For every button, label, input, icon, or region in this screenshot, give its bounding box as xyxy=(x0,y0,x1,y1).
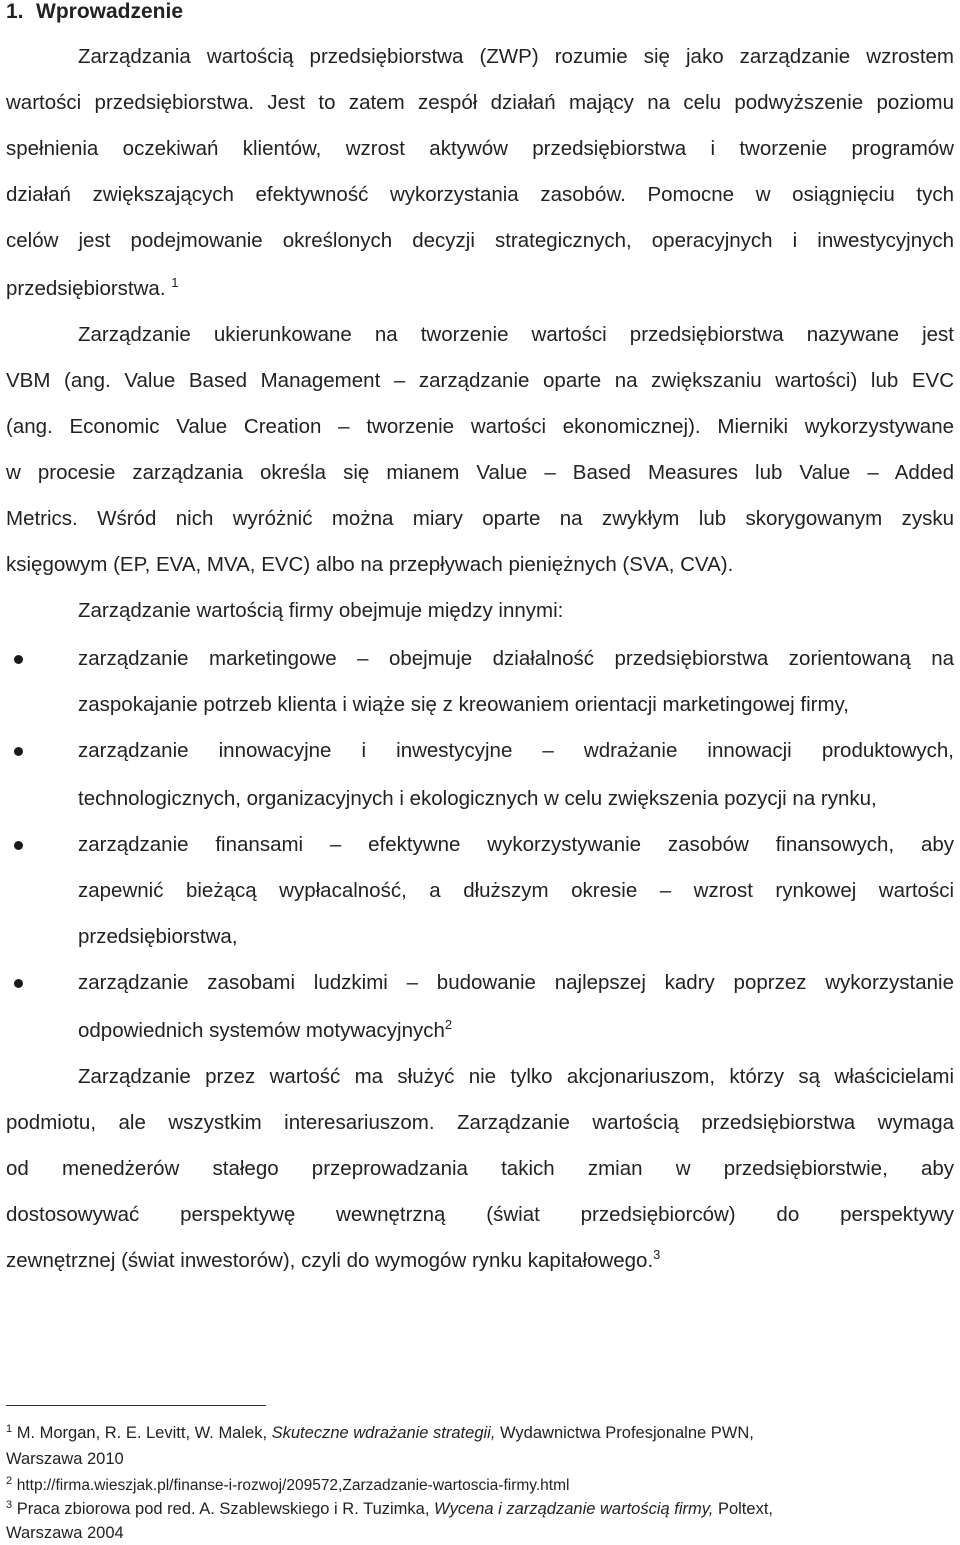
footnote-title: Skuteczne wdrażanie strategii, xyxy=(271,1424,496,1442)
paragraph-line xyxy=(6,1248,954,1274)
footnote-publisher: Poltext, xyxy=(713,1500,773,1518)
paragraph-line: dostosowywać perspektywę wewnętrzną (świat przedsiębiorców) do perspektywy xyxy=(6,1203,954,1226)
footnote-ref[interactable]: 3 xyxy=(653,1247,661,1262)
list-item-line: technologicznych, organizacyjnych i ekologicznych w celu zwiększenia pozycji na rynku, xyxy=(78,787,877,810)
footnote-title: Wycena i zarządzanie wartością firmy, xyxy=(434,1500,714,1518)
paragraph-line: (ang. Economic Value Creation – tworzenie wartości ekonomicznej). Mierniki wykorzystywane xyxy=(6,415,954,438)
paragraph-line: działań zwiększających efektywność wykorzystania zasobów. Pomocne w osiągnięciu tych xyxy=(6,183,954,206)
footnote-publisher: Wydawnictwa Profesjonalne PWN, xyxy=(495,1424,754,1442)
footnote-1-cont: Warszawa 2010 xyxy=(6,1450,124,1468)
paragraph-line: w procesie zarządzania określa się mianem Value – Based Measures lub Value – Added xyxy=(6,461,954,484)
footnote-number: 3 xyxy=(6,1499,13,1511)
paragraph-line: VBM (ang. Value Based Management – zarządzanie oparte na zwiększaniu wartości) lub EVC xyxy=(6,369,954,392)
footnote-2 xyxy=(6,1474,920,1496)
footnote-separator xyxy=(6,1405,266,1406)
paragraph-line: Zarządzanie przez wartość ma służyć nie tylko akcjonariuszom, którzy są właścicielami xyxy=(78,1065,954,1088)
paragraph-text: przedsiębiorstwa. xyxy=(6,277,166,300)
footnote-ref[interactable]: 2 xyxy=(444,1017,453,1032)
footnote-ref[interactable]: 1 xyxy=(171,275,179,290)
list-item-line: przedsiębiorstwa, xyxy=(78,925,238,948)
paragraph-line: Zarządzania wartością przedsiębiorstwa (ZWP) rozumie się jako zarządzanie wzrostem xyxy=(78,45,954,68)
section-title: Wprowadzenie xyxy=(36,0,184,23)
list-item-line: zarządzanie innowacyjne i inwestycyjne – wdrażanie innowacji produktowych, xyxy=(78,739,954,762)
bullet-icon xyxy=(14,979,23,988)
list-item-line: zarządzanie zasobami ludzkimi – budowanie najlepszej kadry poprzez wykorzystanie xyxy=(78,971,954,994)
footnote-number: 2 xyxy=(6,1475,13,1487)
list-intro: Zarządzanie wartością firmy obejmuje między innymi: xyxy=(78,599,564,622)
section-number: 1. xyxy=(6,0,24,23)
footnote-number: 1 xyxy=(6,1423,13,1435)
paragraph-text: zewnętrznej (świat inwestorów), czyli do wymogów rynku kapitałowego. xyxy=(6,1249,654,1272)
paragraph-line: od menedżerów stałego przeprowadzania takich zmian w przedsiębiorstwie, aby xyxy=(6,1157,954,1180)
paragraph-line: podmiotu, ale wszystkim interesariuszom. Zarządzanie wartością przedsiębiorstwa wymaga xyxy=(6,1111,954,1134)
footnote-3 xyxy=(6,1498,920,1520)
list-item-text: odpowiednich systemów motywacyjnych xyxy=(78,1019,445,1042)
bullet-icon xyxy=(14,841,23,850)
list-item-line: zaspokajanie potrzeb klienta i wiąże się z kreowaniem orientacji marketingowej firmy, xyxy=(78,693,849,716)
section-heading xyxy=(6,0,183,26)
footnote-1 xyxy=(6,1422,920,1444)
paragraph-line: księgowym (EP, EVA, MVA, EVC) albo na przepływach pieniężnych (SVA, CVA). xyxy=(6,553,734,576)
list-item-line: zarządzanie marketingowe – obejmuje działalność przedsiębiorstwa zorientowaną na xyxy=(78,647,954,670)
bullet-icon xyxy=(14,655,23,664)
bullet-icon xyxy=(14,747,23,756)
paragraph-line: Metrics. Wśród nich wyróżnić można miary oparte na zwykłym lub skorygowanym zysku xyxy=(6,507,954,530)
paragraph-line: wartości przedsiębiorstwa. Jest to zatem zespół działań mający na celu podwyższenie poziomu xyxy=(6,91,954,114)
paragraph-line: spełnienia oczekiwań klientów, wzrost aktywów przedsiębiorstwa i tworzenie programów xyxy=(6,137,954,160)
paragraph-line xyxy=(6,276,954,302)
paragraph-line: Zarządzanie ukierunkowane na tworzenie wartości przedsiębiorstwa nazywane jest xyxy=(78,323,954,346)
footnote-authors: M. Morgan, R. E. Levitt, W. Malek, xyxy=(16,1424,272,1442)
list-item-line: zapewnić bieżącą wypłacalność, a dłuższym okresie – wzrost rynkowej wartości xyxy=(78,879,954,902)
footnote-authors: Praca zbiorowa pod red. A. Szablewskiego i R. Tuzimka, xyxy=(16,1500,434,1518)
list-item-line: zarządzanie finansami – efektywne wykorzystywanie zasobów finansowych, aby xyxy=(78,833,954,856)
footnote-link[interactable]: http://firma.wieszjak.pl/finanse-i-rozwoj/209572,Zarzadzanie-wartoscia-firmy.html xyxy=(16,1477,570,1494)
footnote-3-cont: Warszawa 2004 xyxy=(6,1524,124,1542)
list-item-line xyxy=(78,1018,954,1044)
paragraph-line: celów jest podejmowanie określonych decyzji strategicznych, operacyjnych i inwestycyjnych xyxy=(6,229,954,252)
